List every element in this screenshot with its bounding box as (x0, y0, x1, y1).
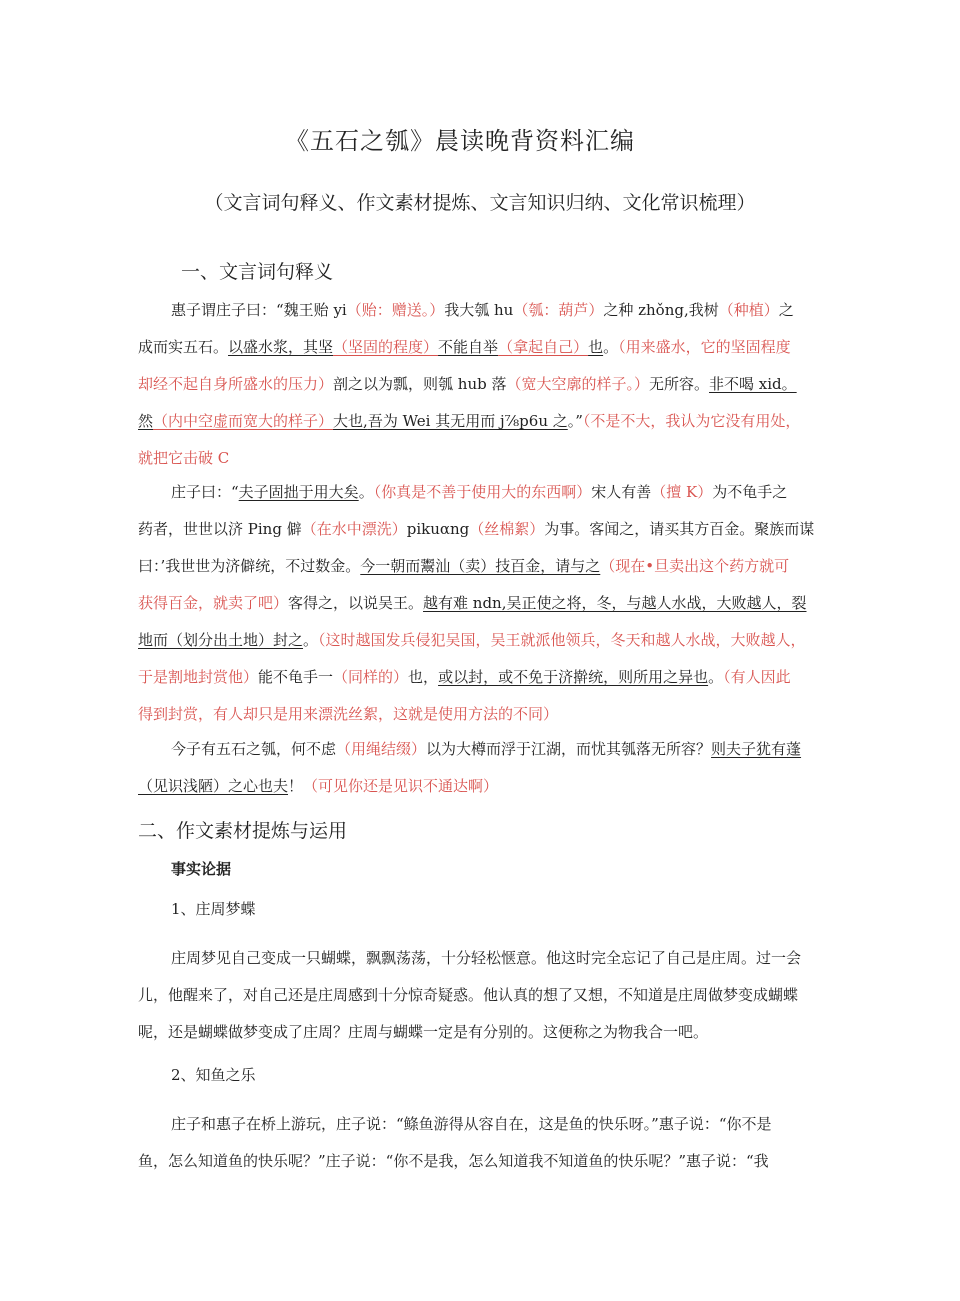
text-line: 庄子和惠子在桥上游玩，庄子说：“鲦鱼游得从容自在，这是鱼的快乐呀。”惠子说：“你不是 (171, 1115, 772, 1133)
text-run: 客得之，以说吴王。 (288, 594, 424, 612)
annotation: （用来盛水，它的坚固程度 (618, 338, 791, 356)
annotation: 却经不起自身所盛水的压力） (138, 375, 334, 393)
underlined-text: 大也, (333, 412, 368, 430)
text-run: 我大瓠 hu (444, 301, 514, 319)
text-run: 。 (358, 483, 374, 501)
annotation: （你真是不善于使用大的东西啊） (373, 483, 592, 501)
paragraph-five-stone-gourd (138, 731, 802, 805)
text-line (138, 585, 807, 622)
text-line: 呢，还是蝴蝶做梦变成了庄周？庄周与蝴蝶一定是有分别的。这便称之为物我合一吧。 (138, 1023, 709, 1041)
underlined-text: 今一朝而鬻汕（卖）技百金，请与之 (360, 557, 601, 575)
underlined-text: 也 (588, 338, 604, 356)
underlined-text: 然 (138, 412, 154, 430)
text-line (138, 622, 806, 659)
text-run: 曰：’我世世为济僻统，不过数金。 (138, 557, 361, 575)
text-line (138, 548, 788, 585)
annotation: （在水中漂洗） (301, 520, 407, 538)
text-line (138, 329, 791, 366)
text-line (138, 292, 794, 329)
text-run: 也， (408, 668, 439, 686)
text-line (138, 366, 797, 403)
annotation: 获得百金，就卖了吧） (138, 594, 289, 612)
text-run: 庄子曰：“ (171, 483, 239, 501)
text-run: 。” (567, 412, 583, 430)
text-line (138, 474, 788, 511)
text-line (138, 659, 791, 696)
text-run: 今子有五石之瓠，何不虑 (171, 740, 337, 758)
text-run: pikuαng (406, 520, 470, 538)
text-run: 宋人有善 (591, 483, 652, 501)
item-title-joy-of-fish: 2、知鱼之乐 (171, 1066, 256, 1084)
text-line (138, 440, 788, 477)
text-run: 无所容。 (649, 375, 710, 393)
underlined-text: 吾为 Wei 其无用而 j⅞p6u 之 (367, 412, 568, 430)
annotation: （擅 K） (651, 483, 713, 501)
text-run: 以为大樽而浮于江湖，而忧其瓠落无所容？ (426, 740, 712, 758)
annotation: （瓠：葫芦） (513, 301, 604, 319)
annotation: （不是不大，我认为它没有用处， (582, 412, 801, 430)
annotation: （贻：赠送。） (346, 301, 445, 319)
annotation: （这时越国发兵侵犯吴国，吴王就派他领兵，冬天和越人水战，大败越人， (318, 631, 806, 649)
annotation: （丝棉絮） (469, 520, 545, 538)
text-line (138, 768, 788, 805)
annotation: （内中空虚而宽大的样子） (153, 412, 334, 430)
text-run: 能不龟手一 (258, 668, 334, 686)
item-title-zhuangzhou-dream: 1、庄周梦蝶 (171, 900, 256, 918)
text-run: 惠子谓庄子曰：“魏王贻 yi (171, 301, 347, 319)
subheading-factual-evidence: 事实论据 (171, 860, 232, 878)
underlined-text: 或以封，或不免于济擀统，则所用之异也 (438, 668, 709, 686)
section-heading-2: 二、作文素材提炼与运用 (138, 820, 348, 842)
section-heading-1: 一、文言词句释义 (181, 261, 334, 283)
underlined-text: 不能自举 (438, 338, 499, 356)
underlined-text: 以盛水浆，其坚 (228, 338, 334, 356)
annotation: （可见你还是见识不通达啊） (303, 777, 499, 795)
text-run: 。 (303, 631, 319, 649)
text-line (138, 731, 802, 768)
paragraph-butterfly-dream (138, 940, 802, 1051)
annotation: （有人因此 (723, 668, 791, 686)
annotation: 就把它击破 C (138, 449, 230, 467)
text-run: 之种 zhǒng,我树 (603, 301, 719, 319)
underlined-text: （见识浅陋）之心也夫 (138, 777, 289, 795)
underlined-text: 非不喝 xid。 (709, 375, 797, 393)
text-line (138, 696, 788, 733)
paragraph-huizi (138, 292, 801, 477)
annotation: （用绳结缀） (336, 740, 427, 758)
annotation: （宽大空廓的样子。） (506, 375, 649, 393)
text-line: 儿，他醒来了，对自己还是庄周感到十分惊奇疑惑。他认真的想了又想，不知道是庄周做梦变成蝴蝶 (138, 986, 799, 1004)
underlined-text: 越有难 ndn,吴正使之将，冬，与越人水战，大败越人，裂 (423, 594, 807, 612)
text-run: 。 (708, 668, 724, 686)
underlined-text: 则夫子犹有蓬 (711, 740, 802, 758)
text-run: 。 (603, 338, 619, 356)
annotation: （同样的） (333, 668, 409, 686)
paragraph-zhuangzi (138, 474, 815, 733)
annotation: （拿起自己） (498, 338, 589, 356)
text-line: 鱼，怎么知道鱼的快乐呢？”庄子说：“你不是我，怎么知道我不知道鱼的快乐呢？”惠子说：“我 (138, 1152, 769, 1170)
text-run: 之 (778, 301, 794, 319)
annotation: 于是割地封赏他） (138, 668, 259, 686)
annotation: 得到封赏，有人却只是用来漂洗丝絮，这就是使用方法的不同） (138, 705, 559, 723)
underlined-text: 地而（划分出土地）封之 (138, 631, 304, 649)
text-run: 为不龟手之 (712, 483, 788, 501)
document-title: 《五石之瓠》晨读晚背资料汇编 (285, 127, 635, 155)
underlined-text: 夫子固拙于用大矣 (238, 483, 359, 501)
text-run: 成而实五石。 (138, 338, 229, 356)
text-run: 药者，世世以济 Ping 僻 (138, 520, 302, 538)
text-line (138, 403, 801, 440)
text-run: 为事。客闻之，请买其方百金。聚族而谋 (544, 520, 815, 538)
paragraph-joy-of-fish (138, 1106, 788, 1180)
text-line: 庄周梦见自己变成一只蝴蝶，飘飘荡荡，十分轻松惬意。他这时完全忘记了自己是庄周。过一会 (171, 949, 802, 967)
document-subtitle: （文言词句释义、作文素材提炼、文言知识归纳、文化常识梳理） (204, 192, 756, 214)
text-run: 剖之以为瓢，则瓠 hub 落 (333, 375, 507, 393)
text-line (138, 511, 815, 548)
annotation: （现在•旦卖出这个药方就可 (600, 557, 790, 575)
text-run: ！ (288, 777, 304, 795)
annotation: （坚固的程度） (333, 338, 439, 356)
annotation: （种植） (718, 301, 779, 319)
